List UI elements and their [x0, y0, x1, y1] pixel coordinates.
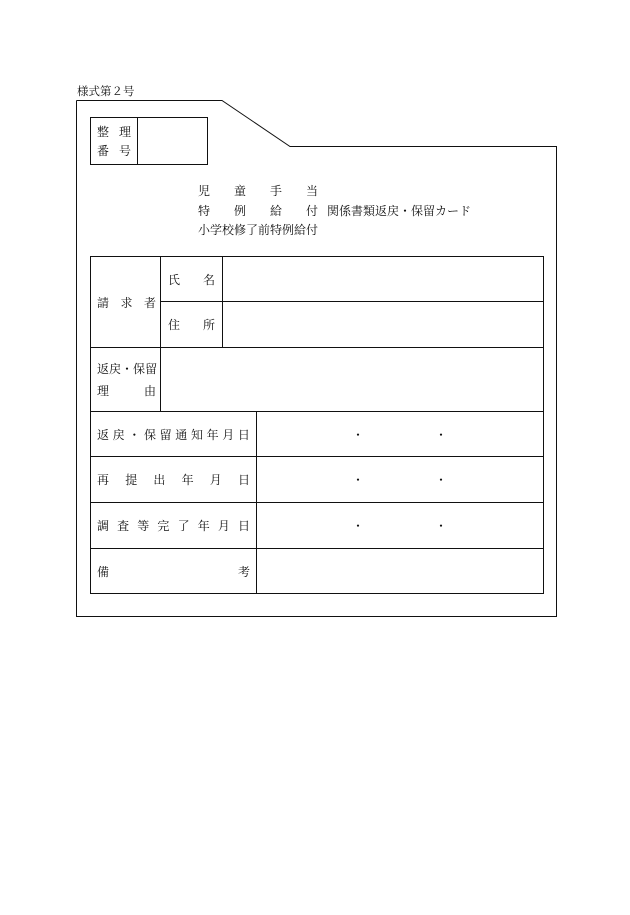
date-separator: ・ [435, 473, 448, 487]
name-value-cell [223, 257, 544, 302]
resubmission-date-label: 再 提 出 年 月 日 [97, 473, 250, 487]
form-number: 様式第２号 [77, 84, 135, 98]
title-suffix: 関係書類返戻・保留カード [327, 204, 472, 218]
reference-label-line2: 番 号 [97, 144, 131, 158]
remarks-label: 備 考 [97, 564, 250, 579]
reason-label-line1: 返 戻 ・ 保 留 [97, 362, 158, 376]
date-separator: ・ [352, 473, 365, 487]
date-separator: ・ [435, 427, 448, 442]
reference-label-line1: 整 理 [97, 125, 131, 139]
reference-number-label [91, 118, 138, 164]
investigation-date-value-cell [257, 503, 544, 549]
resubmission-date-value-cell [257, 457, 544, 503]
main-table [90, 256, 544, 594]
resubmission-date-label-cell [91, 457, 257, 503]
remarks-label-cell [91, 549, 257, 594]
name-label-cell [161, 257, 223, 302]
reason-label-cell [91, 348, 161, 412]
title-line1 [198, 184, 318, 198]
reason-label-line2: 理 由 [97, 384, 156, 398]
address-label: 住 所 [168, 318, 215, 332]
address-value-cell [223, 302, 544, 348]
claimant-label: 請 求 者 [97, 295, 156, 310]
address-label-cell [161, 302, 223, 348]
date-separator: ・ [352, 519, 365, 533]
date-separator: ・ [435, 519, 448, 533]
notice-date-value-cell [257, 412, 544, 457]
title-line1-text: 児 童 手 当 [198, 184, 318, 198]
date-separator: ・ [352, 427, 365, 442]
title-line3: 小学校修了前特例給付 [198, 223, 319, 237]
title-line2-text: 特 例 給 付 [198, 204, 318, 218]
notice-date-label: 返 戻 ・ 保 留 通 知 年 月 日 [97, 427, 250, 442]
remarks-value-cell [257, 549, 544, 594]
investigation-date-label: 調 査 等 完 了 年 月 日 [97, 519, 250, 533]
investigation-date-label-cell [91, 503, 257, 549]
claimant-label-cell [91, 257, 161, 348]
title-line2 [198, 204, 318, 218]
reason-value-cell [161, 348, 544, 412]
name-label: 氏 名 [168, 272, 215, 287]
reference-number-box [90, 117, 208, 165]
notice-date-label-cell [91, 412, 257, 457]
